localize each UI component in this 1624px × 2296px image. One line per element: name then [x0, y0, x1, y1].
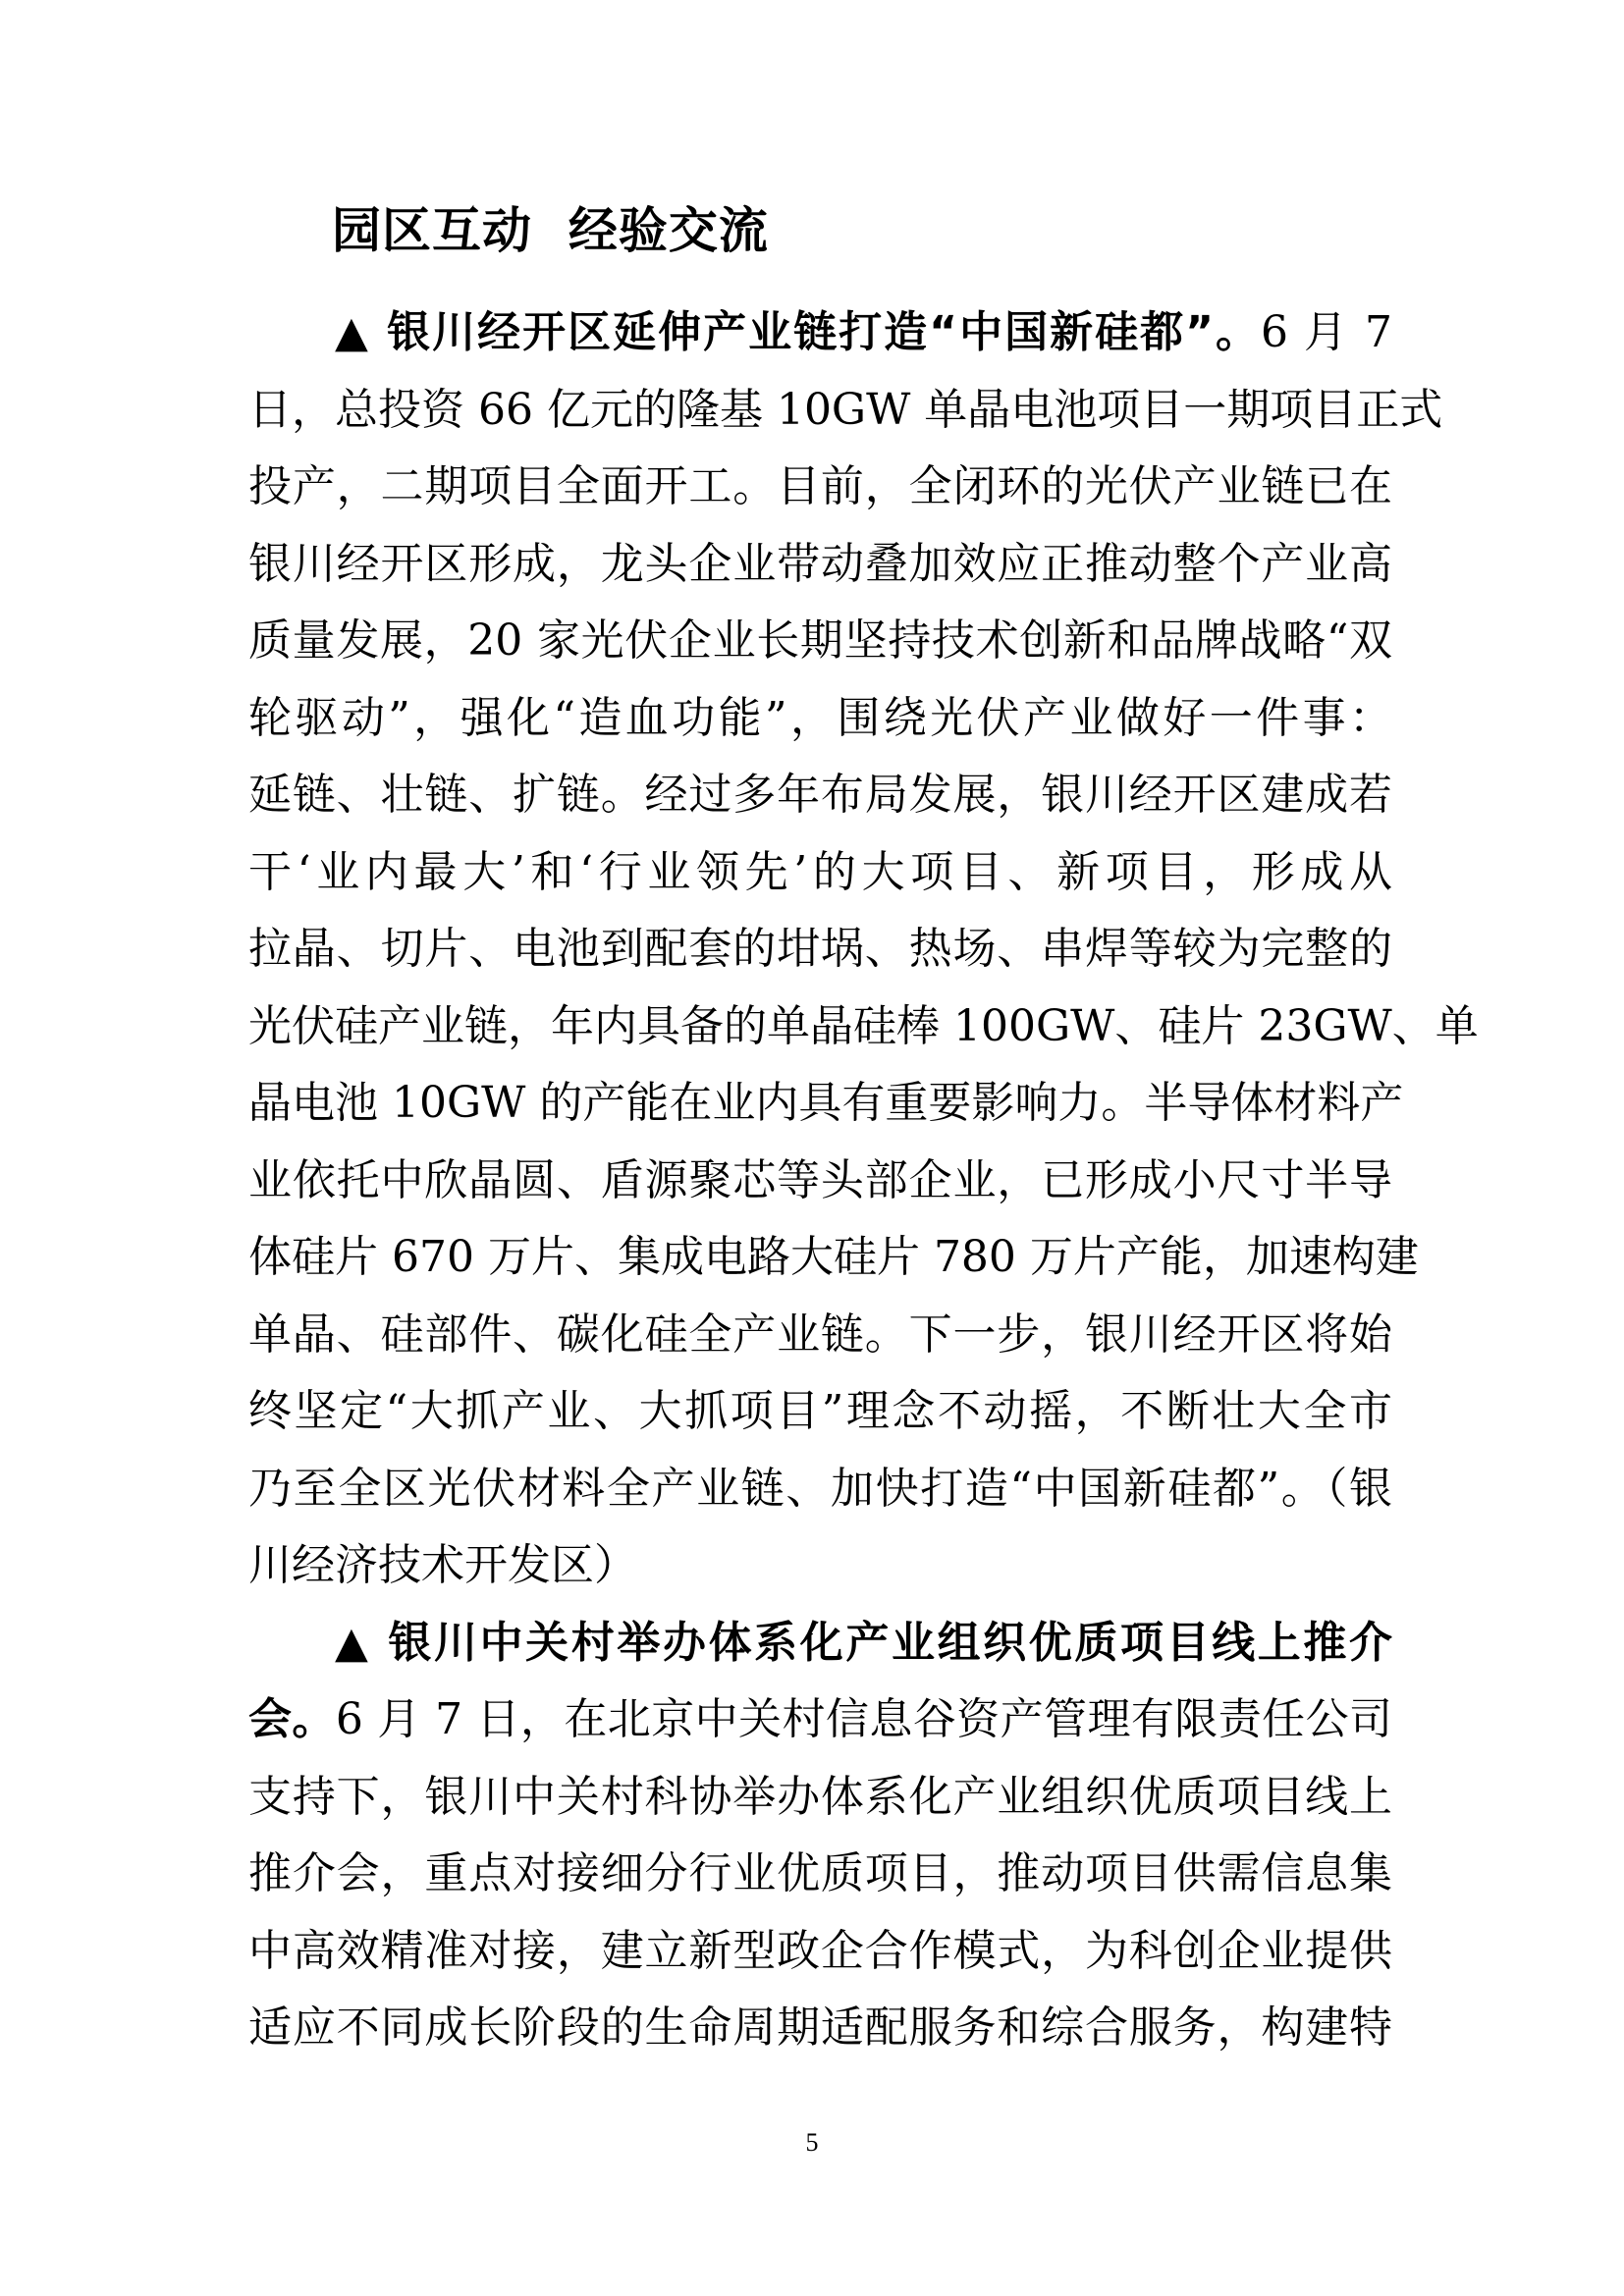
article-1-line: 投产，二期项目全面开工。目前，全闭环的光伏产业链已在 [248, 461, 1392, 511]
article-2-title-line [248, 1605, 1392, 1682]
article-2-line: 支持下，银川中关村科协举办体系化产业组织优质项目线上 [248, 1771, 1392, 1822]
page-number: 5 [805, 2128, 819, 2157]
article-1-line: 拉晶、切片、电池到配套的坩埚、热场、串焊等较为完整的 [248, 924, 1392, 974]
article-1-line: 单晶、硅部件、碳化硅全产业链。下一步，银川经开区将始 [248, 1308, 1392, 1360]
article-1-title-line [248, 294, 1392, 372]
article-1-line: 体硅片 670 万片、集成电路大硅片 780 万片产能，加速构建 [248, 1232, 1419, 1282]
article-1-line: 川经济技术开发区） [248, 1540, 637, 1590]
article-1-line: 银川经开区形成，龙头企业带动叠加效应正推动整个产业高 [248, 538, 1392, 589]
article-1-line: 质量发展，20 家光伏企业长期坚持技术创新和品牌战略“双 [248, 615, 1392, 666]
article-1-line: 终坚定“大抓产业、大抓项目”理念不动摇，不断壮大全市 [248, 1386, 1392, 1436]
article-2-line: 推介会，重点对接细分行业优质项目，推动项目供需信息集 [248, 1848, 1392, 1898]
article-1-line: 轮驱动”，强化“造血功能”，围绕光伏产业做好一件事： [248, 692, 1392, 743]
article-1-title: 银川经开区延伸产业链打造“中国新硅都”。 [369, 307, 1262, 357]
triangle-marker-icon: ▲ [335, 1617, 371, 1668]
article-1-line: 6 月 7 [1261, 307, 1392, 357]
section-heading: 园区互动 经验交流 [332, 202, 769, 259]
article-1-line: 干‘业内最大’和‘行业领先’的大项目、新项目，形成从 [248, 846, 1392, 897]
article-2-line [248, 1682, 1392, 1759]
article-1-line: 业依托中欣晶圆、盾源聚芯等头部企业，已形成小尺寸半导 [248, 1154, 1392, 1205]
article-2-line: 中高效精准对接，建立新型政企合作模式，为科创企业提供 [248, 1925, 1392, 1976]
article-2-title-end: 会。 [248, 1694, 336, 1744]
article-1-line: 延链、壮链、扩链。经过多年布局发展，银川经开区建成若 [248, 770, 1392, 820]
article-1-line: 晶电池 10GW 的产能在业内具有重要影响力。半导体材料产 [248, 1078, 1404, 1128]
triangle-marker-icon: ▲ [335, 307, 370, 357]
article-2-line: 适应不同成长阶段的生命周期适配服务和综合服务，构建特 [248, 2002, 1392, 2053]
article-2-title: 银川中关村举办体系化产业组织优质项目线上推介 [370, 1617, 1392, 1668]
body-text [248, 294, 1479, 2067]
article-1-line: 乃至全区光伏材料全产业链、加快打造“中国新硅都”。（银 [248, 1463, 1392, 1514]
article-1-line: 光伏硅产业链，年内具备的单晶硅棒 100GW、硅片 23GW、单 [248, 1000, 1479, 1051]
article-1-line: 日，总投资 66 亿元的隆基 10GW 单晶电池项目一期项目正式 [248, 384, 1443, 435]
article-2-text: 6 月 7 日，在北京中关村信息谷资产管理有限责任公司 [335, 1694, 1393, 1744]
